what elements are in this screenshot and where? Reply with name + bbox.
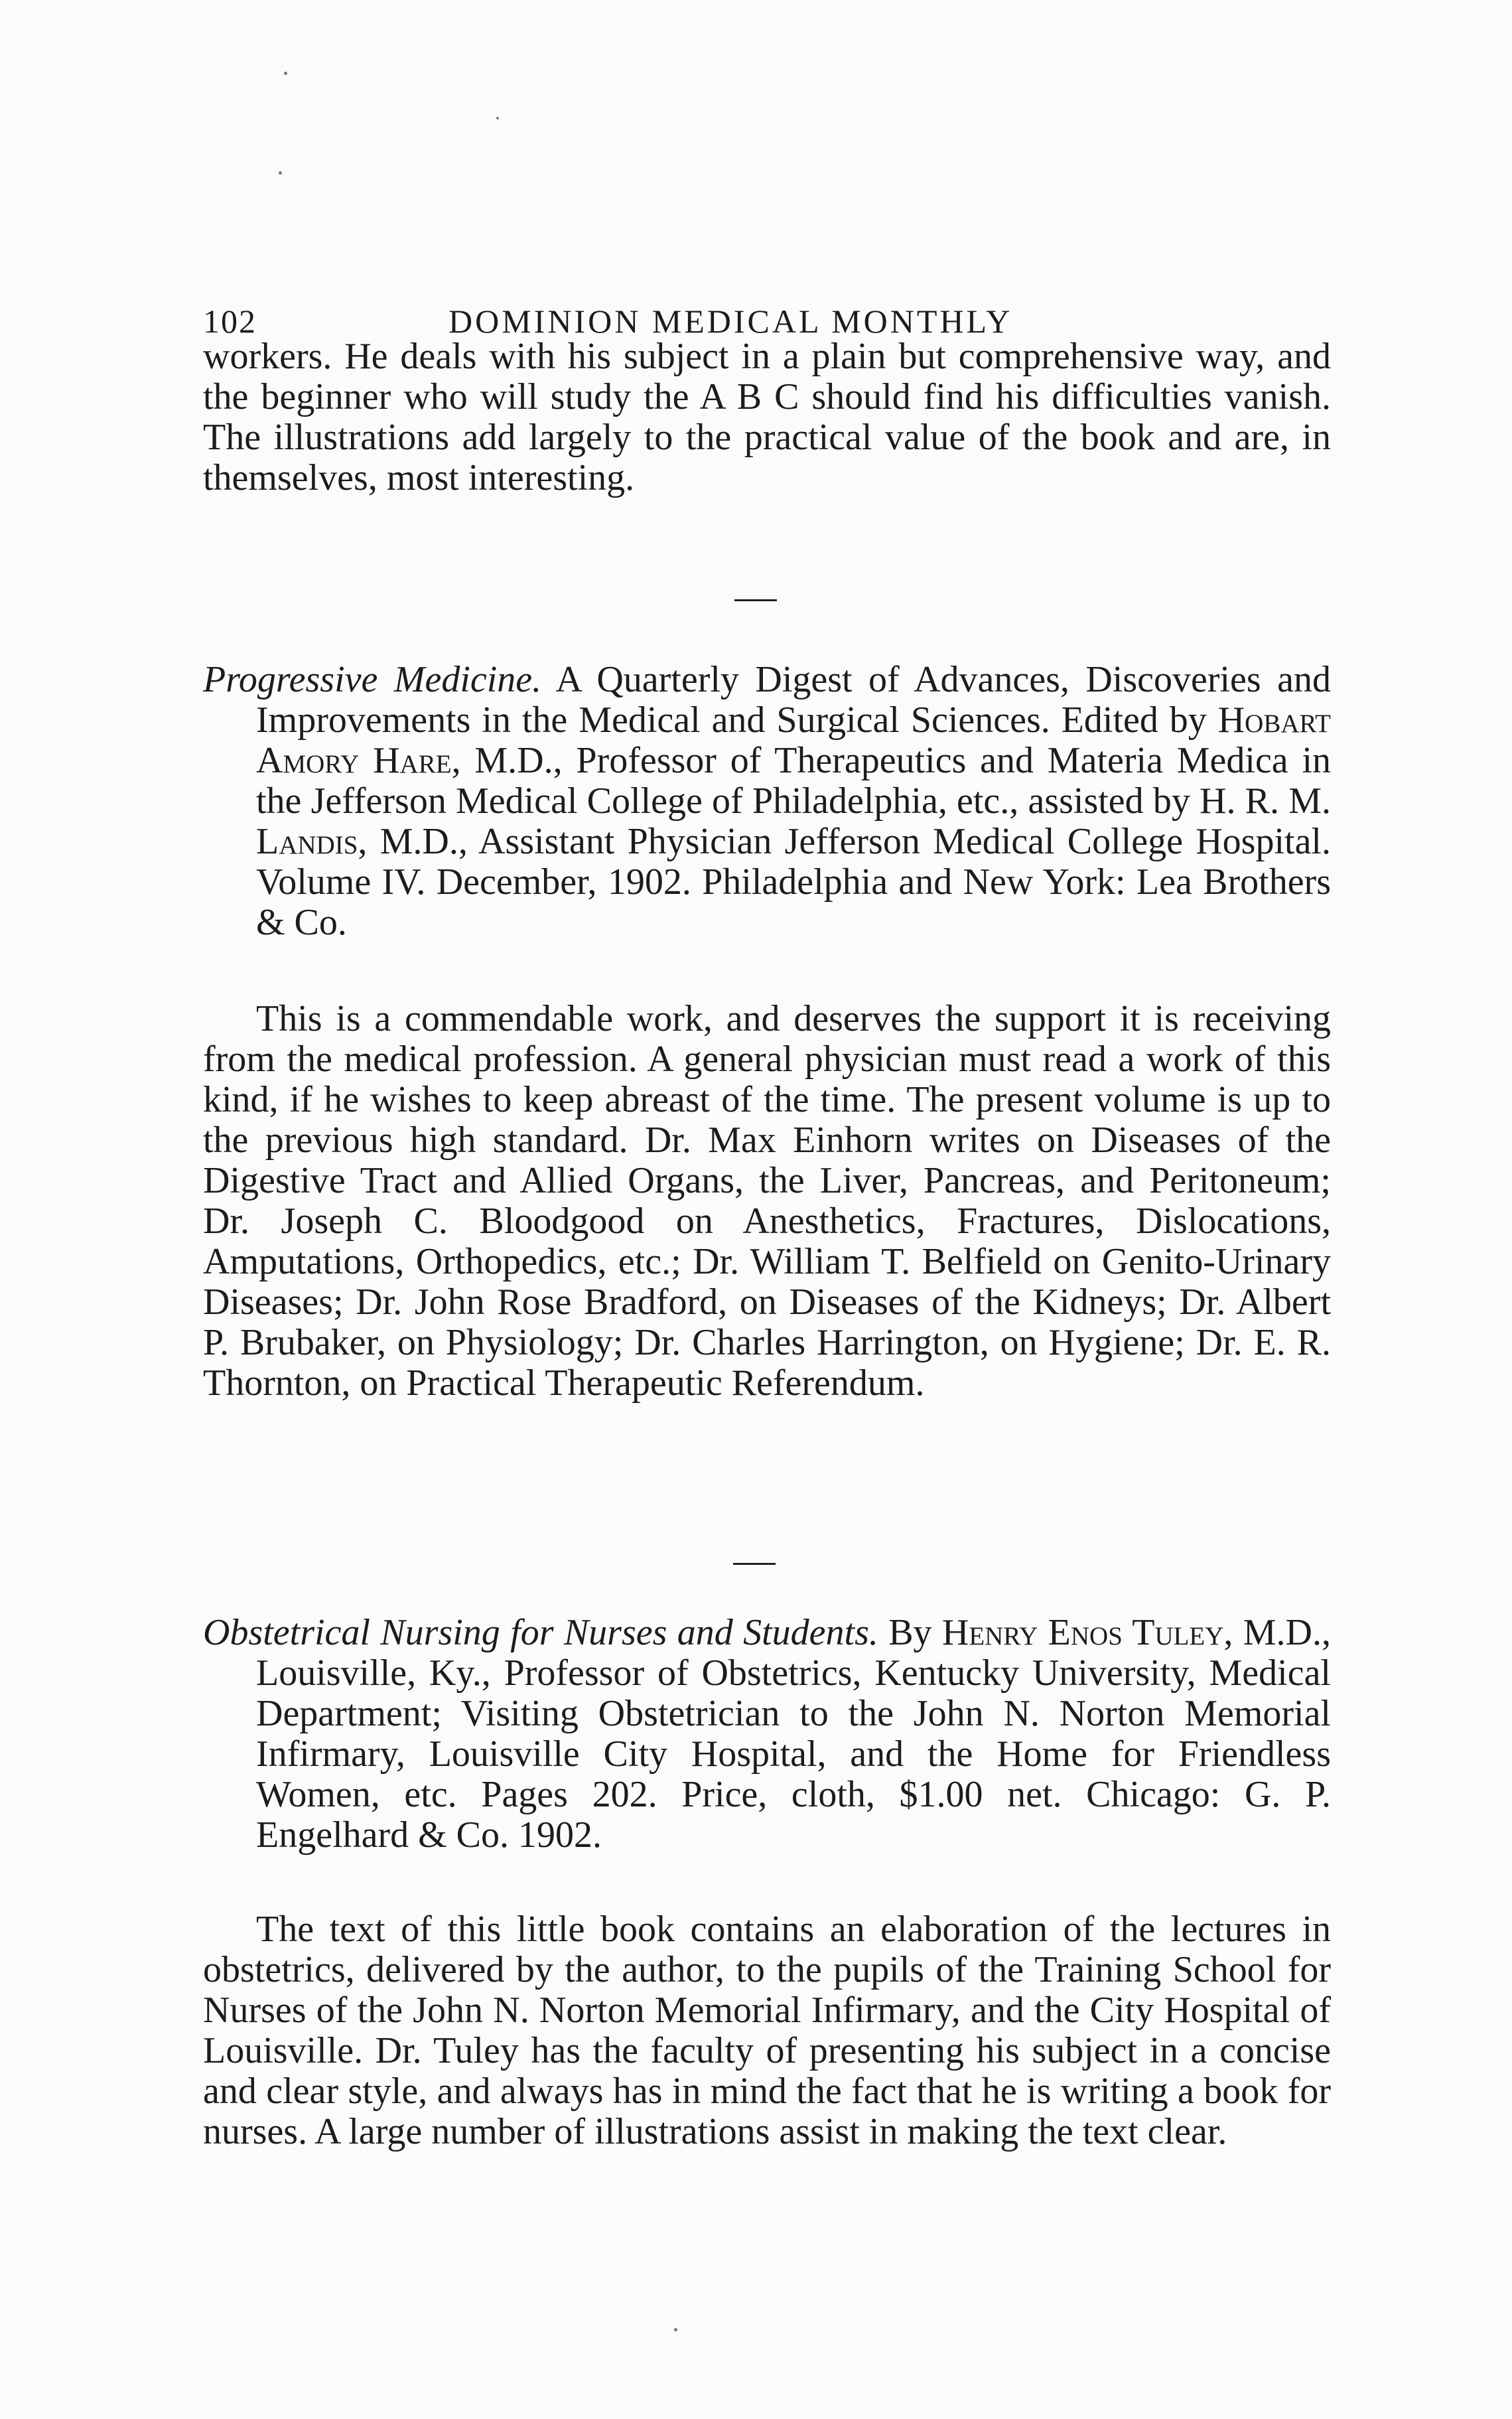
citation-text: , M.D., Assistant Physician Jefferson Medical College Hospital. Volume IV. December, 1902. Philadelphia and New York: Lea Brothers & Co.: [256, 821, 1331, 943]
citation-text: By: [878, 1612, 942, 1653]
section-divider: [733, 1563, 776, 1565]
running-title: DOMINION MEDICAL MONTHLY: [448, 303, 1013, 340]
review-title: Progressive Medicine.: [203, 659, 542, 700]
print-speck: [674, 2328, 677, 2331]
print-speck: [496, 117, 499, 119]
assistant-name: Landis: [256, 821, 358, 862]
section-divider: [734, 599, 777, 601]
citation-text: , M.D., Louisville, Ky., Professor of Obstetrics, Kentucky University, Medical Department; Visiting Obstetrician to the John N. Norton Memorial Infirmary, Louisville City Hospital, and the Home for Friendless Women, etc. Pages 202. Price, cloth, $1.00 net. Chicago: G. P. Engelhard & Co. 1902.: [256, 1612, 1331, 1856]
editor-name: Hobart Amory Hare: [256, 699, 1331, 781]
print-speck: [279, 171, 282, 175]
intro-paragraph: workers. He deals with his subject in a plain but comprehensive way, and the beginner who will study the A B C should find his difficulties vanish. The illustrations add largely to the practical value of the book and are, in themselves, most interesting.: [203, 336, 1331, 498]
review-citation: [203, 1613, 1331, 1856]
review-body: This is a commendable work, and deserves the support it is receiving from the medical profession. A general physician must read a work of this kind, if he wishes to keep abreast of the time. The present volume is up to the previous high standard. Dr. Max Einhorn writes on Diseases of the Digestive Tract and Allied Organs, the Liver, Pancreas, and Peritoneum; Dr. Joseph C. Bloodgood on Anesthetics, Fractures, Dislocations, Amputations, Orthopedics, etc.; Dr. William T. Belfield on Genito-Urinary Diseases; Dr. John Rose Bradford, on Diseases of the Kidneys; Dr. Albert P. Brubaker, on Physiology; Dr. Charles Harrington, on Hygiene; Dr. E. R. Thornton, on Practical Therapeutic Referendum.: [203, 998, 1331, 1404]
citation-text: A Quarterly Digest of Advances, Discoveries and Improvements in the Medical and Surgical Sciences. Edited by: [256, 659, 1332, 741]
review-citation: [203, 660, 1331, 943]
citation-text: , M.D., Professor of Therapeutics and Materia Medica in the Jefferson Medical College of Philadelphia, etc., assisted by H. R. M.: [256, 740, 1332, 822]
page-number: 102: [203, 303, 257, 340]
author-name: Henry Enos Tuley: [941, 1612, 1224, 1653]
review-body: The text of this little book contains an elaboration of the lectures in obstetrics, delivered by the author, to the pupils of the Training School for Nurses of the John N. Norton Memorial Infirmary, and the City Hospital of Louisville. Dr. Tuley has the faculty of presenting his subject in a concise and clear style, and always has in mind the fact that he is writing a book for nurses. A large number of illustrations assist in making the text clear.: [203, 1909, 1331, 2152]
review-title: Obstetrical Nursing for Nurses and Students.: [203, 1612, 878, 1653]
print-speck: [284, 72, 287, 75]
